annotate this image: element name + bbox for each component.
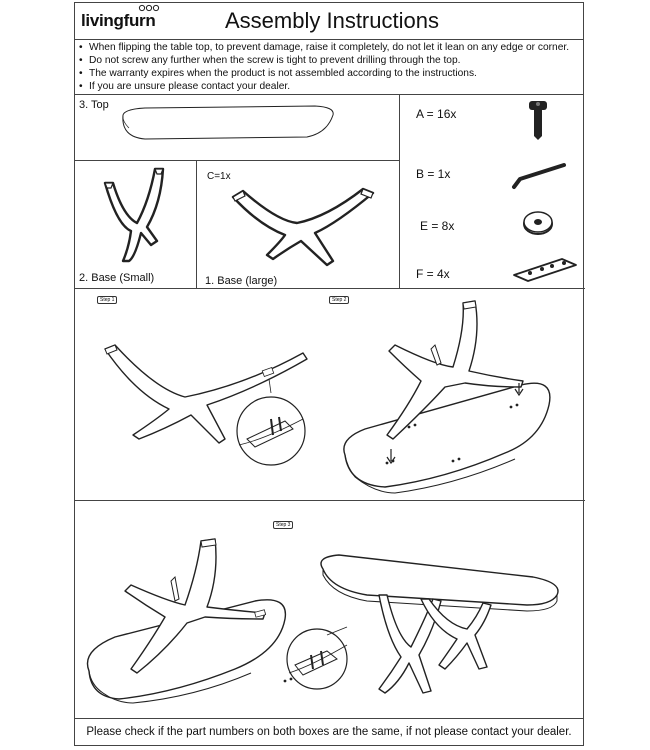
table-top-illustration [75, 95, 400, 161]
step-3-illustration [75, 501, 305, 721]
part-base-small-panel [75, 161, 197, 289]
note-item: • If you are unsure please contact your dealer. [79, 80, 583, 93]
header [75, 3, 583, 40]
hardware-b-label: B = 1x [416, 167, 451, 181]
instruction-sheet [74, 2, 584, 746]
screw-icon [526, 99, 550, 141]
step-1-tag: Step 1 [97, 296, 117, 304]
steps-1-2-panel [75, 289, 585, 501]
page-title: Assembly Instructions [225, 8, 439, 33]
mounting-plate-icon [510, 253, 580, 283]
safety-notes [75, 39, 583, 95]
note-item: • The warranty expires when the product is not assembled according to the instructions. [79, 67, 583, 80]
step-3-tag: Step 3 [273, 521, 293, 529]
step-3-panel [75, 501, 585, 721]
hardware-e-label: E = 8x [420, 219, 455, 233]
note-item: • When flipping the table top, to prevent damage, raise it completely, do not let it lean on any edge or corner. [79, 41, 583, 54]
allen-key-icon [510, 153, 570, 193]
step-2-illustration [325, 289, 585, 501]
brand-logo: livingfurn [81, 11, 156, 30]
hardware-a-label: A = 16x [416, 107, 457, 121]
assembled-table-illustration [337, 507, 577, 717]
part-top-label: 3. Top [79, 99, 109, 111]
part-base-large-label: 1. Base (large) [205, 275, 278, 287]
part-base-large-qty: C=1x [207, 171, 231, 182]
step-2-tag: Step 2 [329, 296, 349, 304]
hardware-panel [400, 95, 585, 289]
hardware-f-label: F = 4x [416, 267, 450, 281]
base-large-illustration [197, 161, 400, 289]
step-1-illustration [75, 289, 325, 501]
part-base-small-label: 2. Base (Small) [79, 272, 155, 284]
base-small-illustration [75, 161, 197, 289]
part-base-large-panel [197, 161, 400, 289]
washer-icon [520, 207, 556, 237]
footer-note: Please check if the part numbers on both boxes are the same, if not please contact your dealer. [75, 718, 583, 745]
note-item: • Do not screw any further when the screw is tight to prevent drilling through the top. [79, 54, 583, 67]
part-top-panel [75, 95, 400, 161]
